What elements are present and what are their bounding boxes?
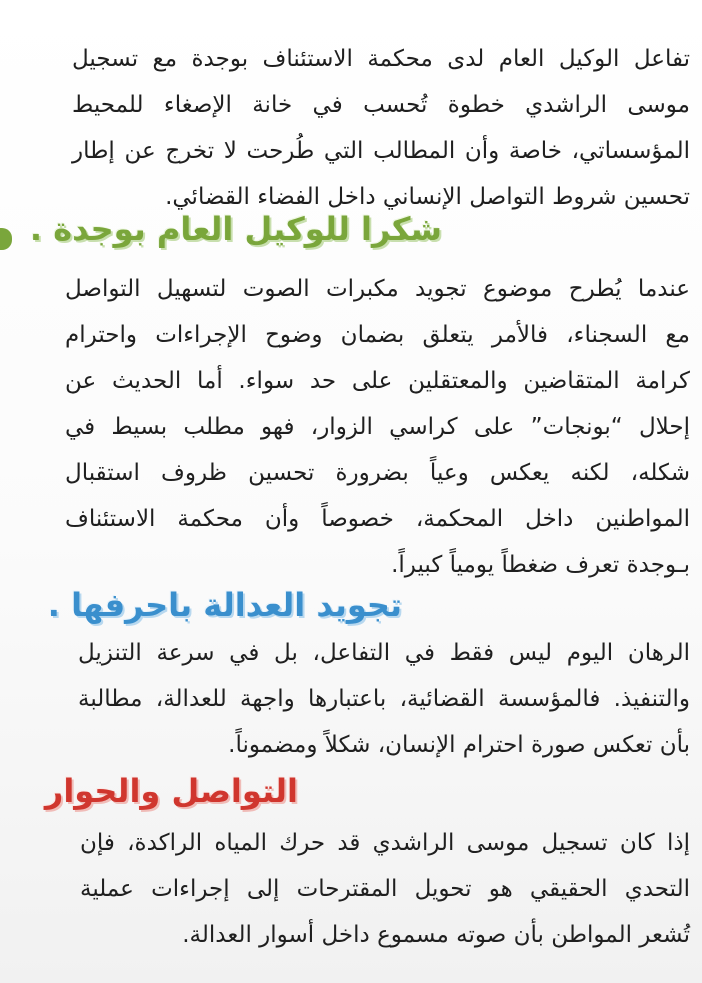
paragraph-line: بأن تعكس صورة احترام الإنسان، شكلاً ومضموناً. bbox=[228, 732, 690, 758]
paragraph-line: موسى الراشدي خطوة تُحسب في خانة الإصغاء للمحيط bbox=[72, 92, 690, 118]
paragraph-line: كرامة المتقاضين والمعتقلين على حد سواء. أما الحديث عن bbox=[65, 368, 690, 394]
heading-justice-improvement: تجويد العدالة باحرفها . bbox=[47, 586, 402, 624]
paragraph-line: مع السجناء، فالأمر يتعلق بضمان وضوح الإجراءات واحترام bbox=[65, 322, 690, 348]
paragraph-line: تحسين شروط التواصل الإنساني داخل الفضاء القضائي. bbox=[165, 184, 690, 210]
paragraph-intro bbox=[72, 36, 690, 220]
paragraph-line: شكله، لكنه يعكس وعياً بضرورة تحسين ظروف استقبال bbox=[65, 460, 690, 486]
paragraph-line: الرهان اليوم ليس فقط في التفاعل، بل في سرعة التنزيل bbox=[78, 640, 690, 666]
heading-communication-dialogue: التواصل والحوار bbox=[44, 772, 298, 810]
heading-thanks-prosecutor: شكرا للوكيل العام بوجدة . bbox=[29, 210, 442, 248]
heading-edge-mark bbox=[0, 228, 12, 250]
paragraph-line: تُشعر المواطن بأن صوته مسموع داخل أسوار العدالة. bbox=[182, 922, 690, 948]
paragraph-line: إذا كان تسجيل موسى الراشدي قد حرك المياه الراكدة، فإن bbox=[80, 830, 690, 856]
paragraph-speakers bbox=[65, 266, 690, 588]
paragraph-line: والتنفيذ. فالمؤسسة القضائية، باعتبارها واجهة للعدالة، مطالبة bbox=[78, 686, 690, 712]
paragraph-line: بـوجدة تعرف ضغطاً يومياً كبيراً. bbox=[391, 552, 690, 578]
paragraph-line: التحدي الحقيقي هو تحويل المقترحات إلى إجراءات عملية bbox=[80, 876, 690, 902]
paragraph-conclusion bbox=[80, 820, 690, 958]
paragraph-implementation bbox=[78, 630, 690, 768]
paragraph-line: عندما يُطرح موضوع تجويد مكبرات الصوت لتسهيل التواصل bbox=[65, 276, 690, 302]
paragraph-line: تفاعل الوكيل العام لدى محكمة الاستئناف بوجدة مع تسجيل bbox=[72, 46, 690, 72]
paragraph-line: إحلال “بونجات” على كراسي الزوار، فهو مطلب بسيط في bbox=[65, 414, 690, 440]
paragraph-line: المؤسساتي، خاصة وأن المطالب التي طُرحت لا تخرج عن إطار bbox=[72, 138, 690, 164]
paragraph-line: المواطنين داخل المحكمة، خصوصاً وأن محكمة الاستئناف bbox=[65, 506, 690, 532]
